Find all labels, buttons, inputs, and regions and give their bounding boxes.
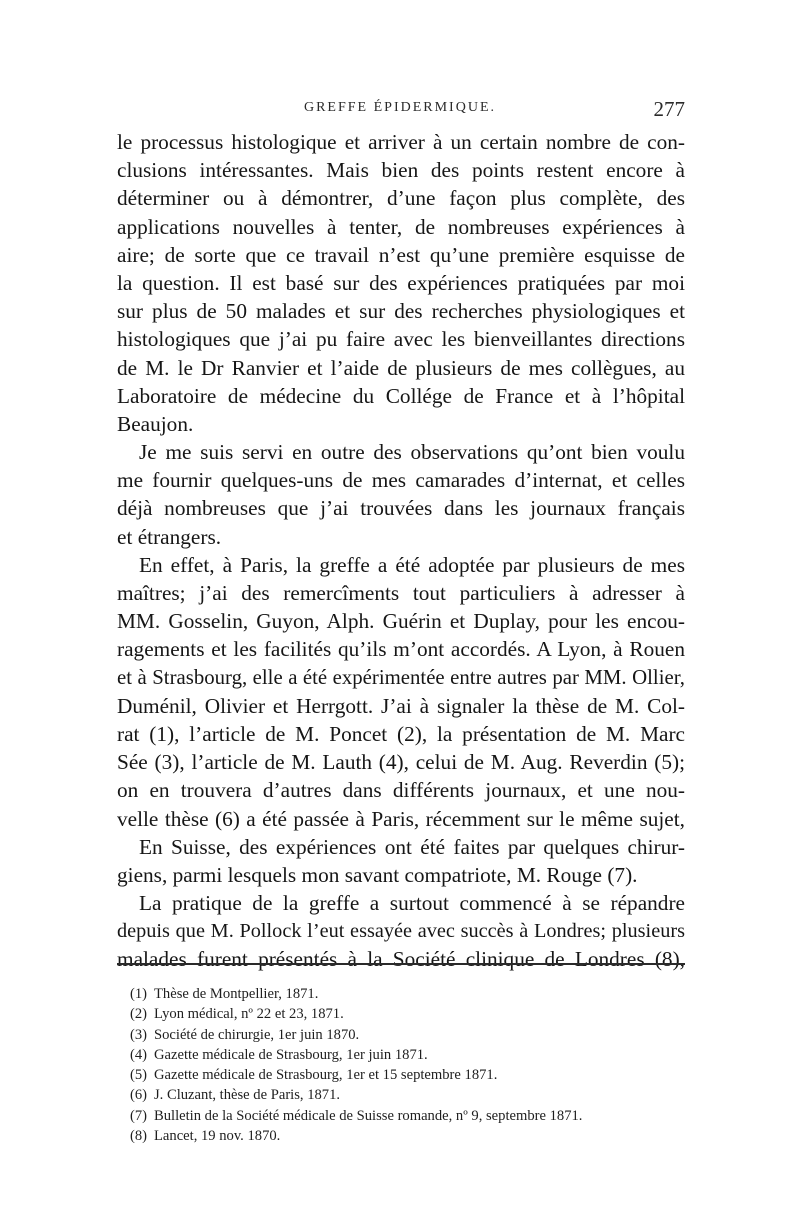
text-line: le processus histologique et arriver à un certain nombre de con- bbox=[117, 130, 685, 154]
text-line: Duménil, Olivier et Herrgott. J’ai à signaler la thèse de M. Col- bbox=[117, 693, 685, 718]
footnote-text: J. Cluzant, thèse de Paris, 1871. bbox=[154, 1087, 341, 1104]
text-line: et étrangers. bbox=[117, 524, 222, 549]
text-line: sur plus de 50 malades et sur des recherches physiologiques et bbox=[117, 299, 685, 324]
text-line: la question. Il est basé sur des expériences pratiquées par moi bbox=[117, 270, 685, 295]
footnote bbox=[130, 1004, 690, 1024]
footnote-number: (2) bbox=[130, 1006, 148, 1023]
text-line: Laboratoire de médecine du Collége de France et à l’hôpital bbox=[117, 383, 685, 408]
text-line: depuis que M. Pollock l’eut essayée avec succès à Londres; plusieurs bbox=[117, 920, 685, 943]
paragraph-start-line: En Suisse, des expériences ont été faites par quelques chirur- bbox=[139, 834, 685, 859]
footnote-text: Bulletin de la Société médicale de Suisse romande, nº 9, septembre 1871. bbox=[154, 1107, 583, 1124]
text-line: malades furent présentés à la Société clinique de Londres (8), bbox=[117, 947, 685, 972]
text-line: velle thèse (6) a été passée à Paris, récemment sur le même sujet, bbox=[117, 806, 685, 831]
footnote-number: (1) bbox=[130, 986, 148, 1002]
footnote-divider bbox=[117, 963, 685, 965]
footnote-number: (8) bbox=[130, 1128, 148, 1145]
footnote-text: Société de chirurgie, 1er juin 1870. bbox=[154, 1026, 360, 1043]
text-line: giens, parmi lesquels mon savant compatriote, M. Rouge (7). bbox=[117, 862, 638, 887]
footnote bbox=[130, 1045, 690, 1065]
running-head bbox=[115, 97, 685, 124]
running-title: GREFFE ÉPIDERMIQUE. bbox=[303, 100, 496, 115]
footnote-number: (5) bbox=[130, 1067, 148, 1084]
text-line: déjà nombreuses que j’ai trouvées dans les journaux français bbox=[117, 496, 685, 521]
page-number: 277 bbox=[653, 97, 685, 121]
text-line: MM. Gosselin, Guyon, Alph. Guérin et Duplay, pour les encou- bbox=[117, 609, 685, 634]
paragraph-start-line: Je me suis servi en outre des observations qu’ont bien voulu bbox=[139, 440, 685, 465]
footnote bbox=[130, 1106, 690, 1126]
text-line: Beaujon. bbox=[117, 411, 194, 436]
text-line: Sée (3), l’article de M. Lauth (4), celui de M. Aug. Reverdin (5); bbox=[117, 750, 685, 775]
footnote-number: (4) bbox=[130, 1046, 148, 1063]
footnote bbox=[130, 1126, 690, 1146]
footnote-number: (7) bbox=[130, 1107, 148, 1124]
text-line: aire; de sorte que ce travail n’est qu’une première esquisse de bbox=[117, 242, 685, 267]
footnote bbox=[130, 1085, 690, 1105]
text-line: déterminer ou à démontrer, d’une façon plus complète, des bbox=[117, 186, 685, 211]
footnote bbox=[130, 1065, 690, 1085]
footnote-number: (6) bbox=[130, 1087, 148, 1104]
paragraph-start-line: En effet, à Paris, la greffe a été adoptée par plusieurs de mes bbox=[139, 552, 685, 577]
paragraph-start-line: La pratique de la greffe a surtout commencé à se répandre bbox=[139, 891, 685, 916]
footnote-text: Thèse de Montpellier, 1871. bbox=[154, 986, 319, 1002]
text-line: applications nouvelles à tenter, de nombreuses expériences à bbox=[117, 214, 685, 239]
text-line: on en trouvera d’autres dans différents journaux, et une nou- bbox=[117, 778, 685, 803]
text-line: de M. le Dr Ranvier et l’aide de plusieurs de mes collègues, au bbox=[117, 355, 685, 380]
footnote-text: Gazette médicale de Strasbourg, 1er juin 1871. bbox=[154, 1046, 428, 1063]
footnote bbox=[130, 1025, 690, 1045]
text-line: histologiques que j’ai pu faire avec les bienveillantes directions bbox=[117, 327, 685, 352]
footnote-text: Lyon médical, nº 22 et 23, 1871. bbox=[154, 1006, 344, 1023]
footnote-text: Gazette médicale de Strasbourg, 1er et 15 septembre 1871. bbox=[154, 1067, 498, 1084]
text-line: maîtres; j’ai des remercîments tout particuliers à adresser à bbox=[117, 581, 685, 605]
body-text bbox=[117, 128, 685, 974]
text-line: clusions intéressantes. Mais bien des points restent encore à bbox=[117, 158, 685, 183]
text-line: me fournir quelques-uns de mes camarades d’internat, et celles bbox=[117, 468, 685, 493]
text-line: rat (1), l’article de M. Poncet (2), la présentation de M. Marc bbox=[117, 721, 685, 746]
footnote bbox=[130, 984, 690, 1004]
footnote-text: Lancet, 19 nov. 1870. bbox=[154, 1128, 281, 1145]
text-line: ragements et les facilités qu’ils m’ont accordés. A Lyon, à Rouen bbox=[117, 637, 685, 662]
text-line: et à Strasbourg, elle a été expérimentée entre autres par MM. Ollier, bbox=[117, 665, 685, 689]
footnotes bbox=[130, 984, 690, 1146]
footnote-number: (3) bbox=[130, 1026, 148, 1043]
